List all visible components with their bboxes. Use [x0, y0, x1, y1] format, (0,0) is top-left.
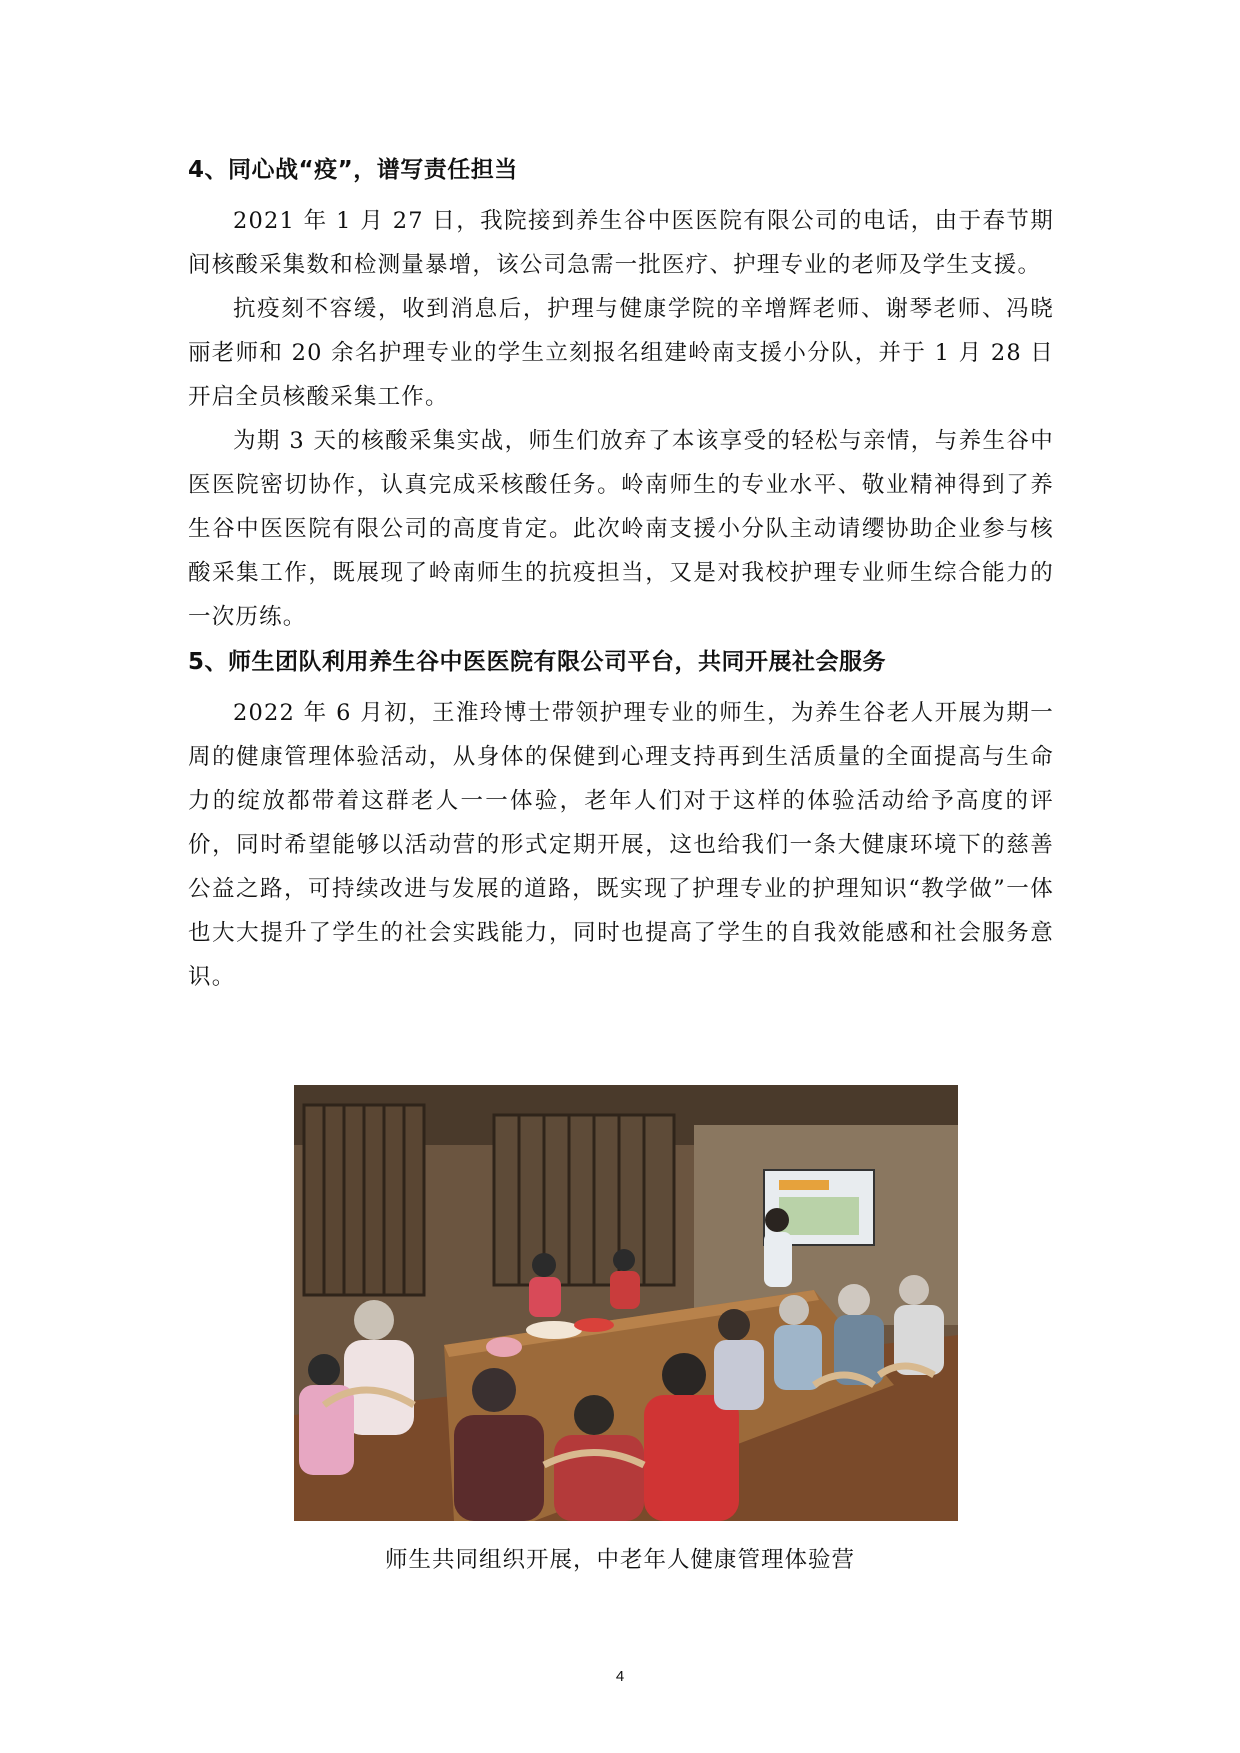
section-5-paragraph-1: 2022 年 6 月初，王淮玲博士带领护理专业的师生，为养生谷老人开展为期一周的健康管理体验活动，从身体的保健到心理支持再到生活质量的全面提高与生命力的绽放都带着这群老人一一体验，老年人们对于这样的体验活动给予高度的评价，同时希望能够以活动营的形式定期开展，这也给我们一条大健康环境下的慈善公益之路，可持续改进与发展的道路，既实现了护理专业的护理知识“教学做”一体也大大提升了学生的社会实践能力，同时也提高了学生的自我效能感和社会服务意识。 — [188, 700, 1054, 990]
section-4-heading: 4、同心战“疫”，谱写责任担当 — [188, 157, 518, 183]
page-number: 4 — [615, 1668, 625, 1685]
section-4-paragraph-2: 抗疫刻不容缓，收到消息后，护理与健康学院的辛增辉老师、谢琴老师、冯晓丽老师和 20 余名护理专业的学生立刻报名组建岭南支援小分队，并于 1 月 28 日开启全员核酸采集工作。 — [188, 296, 1054, 410]
section-4-paragraph-3: 为期 3 天的核酸采集实战，师生们放弃了本该享受的轻松与亲情，与养生谷中医医院密切协作，认真完成采核酸任务。岭南师生的专业水平、敬业精神得到了养生谷中医医院有限公司的高度肯定。此次岭南支援小分队主动请缨协助企业参与核酸采集工作，既展现了岭南师生的抗疫担当，又是对我校护理专业师生综合能力的一次历练。 — [188, 428, 1054, 630]
section-5-heading: 5、师生团队利用养生谷中医医院有限公司平台，共同开展社会服务 — [188, 649, 887, 675]
activity-photo-illustration — [294, 1085, 958, 1521]
activity-photo — [294, 1085, 958, 1521]
section-4-paragraph-1: 2021 年 1 月 27 日，我院接到养生谷中医医院有限公司的电话，由于春节期间核酸采集数和检测量暴增，该公司急需一批医疗、护理专业的老师及学生支援。 — [188, 208, 1054, 278]
page-content — [188, 155, 1054, 999]
photo-caption: 师生共同组织开展，中老年人健康管理体验营 — [384, 1547, 855, 1573]
